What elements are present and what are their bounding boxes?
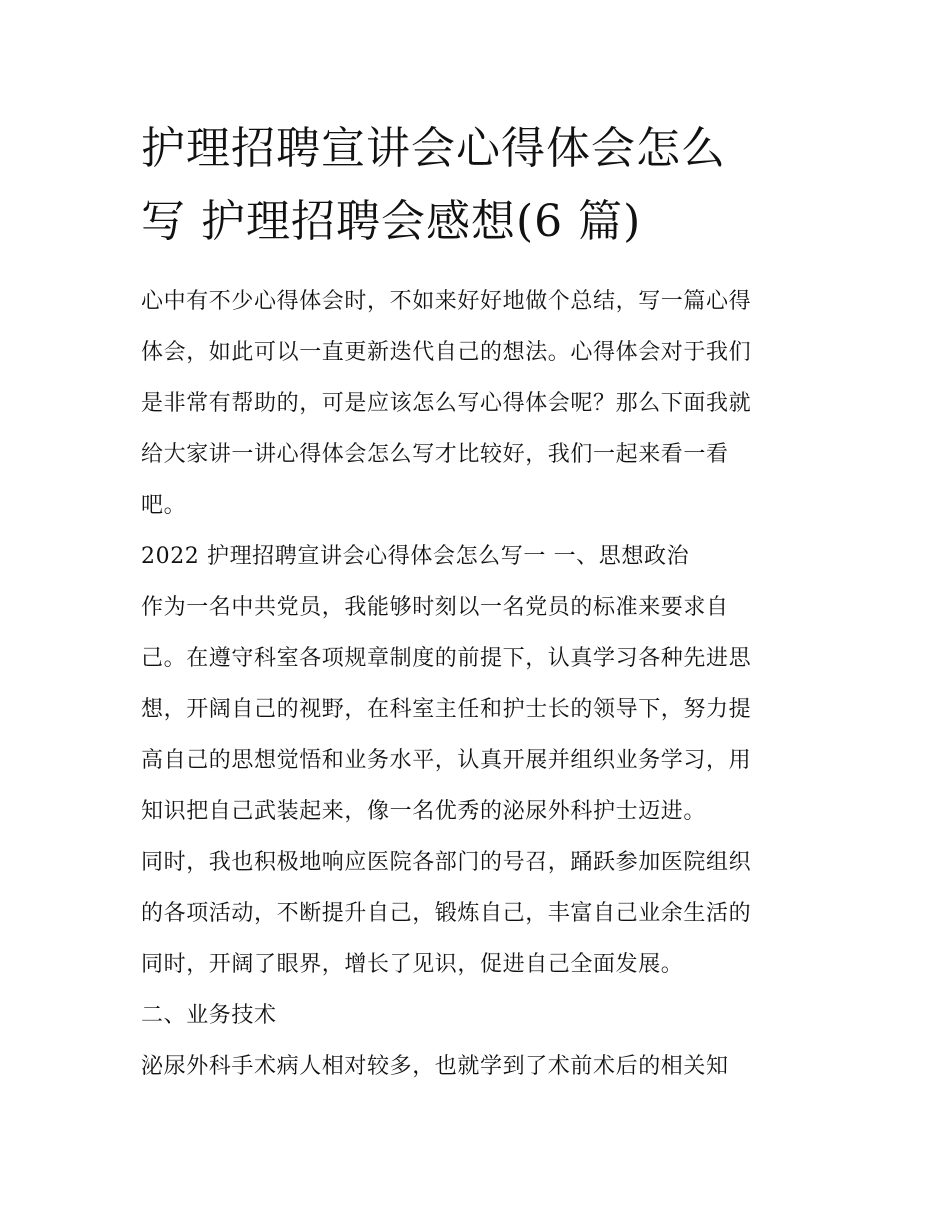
intro-line: 是非常有帮助的，可是应该怎么写心得体会呢？那么下面我就: [141, 391, 752, 416]
paragraph-line: 高自己的思想觉悟和业务水平，认真开展并组织业务学习，用: [141, 748, 752, 773]
section-heading-text: 2022 护理招聘宣讲会心得体会怎么写一 一、思想政治: [141, 544, 690, 569]
paragraph-line: 泌尿外科手术病人相对较多，也就学到了术前术后的相关知: [141, 1054, 729, 1079]
paragraph-line: 同时，我也积极地响应医院各部门的号召，踊跃参加医院组织: [141, 850, 752, 875]
title-line: 写 护理招聘会感想(6 篇): [141, 196, 642, 247]
paragraph-political: [141, 582, 813, 837]
paragraph-activities: [141, 837, 813, 990]
paragraph-line: 的各项活动，不断提升自己，锻炼自己，丰富自己业余生活的: [141, 901, 752, 926]
intro-line: 心中有不少心得体会时，不如来好好地做个总结，写一篇心得: [141, 289, 752, 314]
paragraph-line: 作为一名中共党员，我能够时刻以一名党员的标准来要求自: [141, 595, 729, 620]
intro-line: 吧。: [141, 493, 187, 518]
section-heading: [141, 531, 813, 582]
intro-paragraph: [141, 276, 813, 531]
intro-line: 给大家讲一讲心得体会怎么写才比较好，我们一起来看一看: [141, 442, 729, 467]
intro-line: 体会，如此可以一直更新迭代自己的想法。心得体会对于我们: [141, 340, 752, 365]
title-line: 护理招聘宣讲会心得体会怎么: [141, 123, 726, 174]
paragraph-line: 想，开阔自己的视野，在科室主任和护士长的领导下，努力提: [141, 697, 752, 722]
paragraph-business: [141, 1041, 813, 1092]
paragraph-line: 同时，开阔了眼界，增长了见识，促进自己全面发展。: [141, 952, 684, 977]
subheading-business: [141, 990, 813, 1041]
document-title: [141, 112, 821, 258]
paragraph-line: 己。在遵守科室各项规章制度的前提下，认真学习各种先进思: [141, 646, 752, 671]
paragraph-line: 知识把自己武装起来，像一名优秀的泌尿外科护士迈进。: [141, 799, 707, 824]
subheading-text: 二、业务技术: [141, 1003, 277, 1028]
